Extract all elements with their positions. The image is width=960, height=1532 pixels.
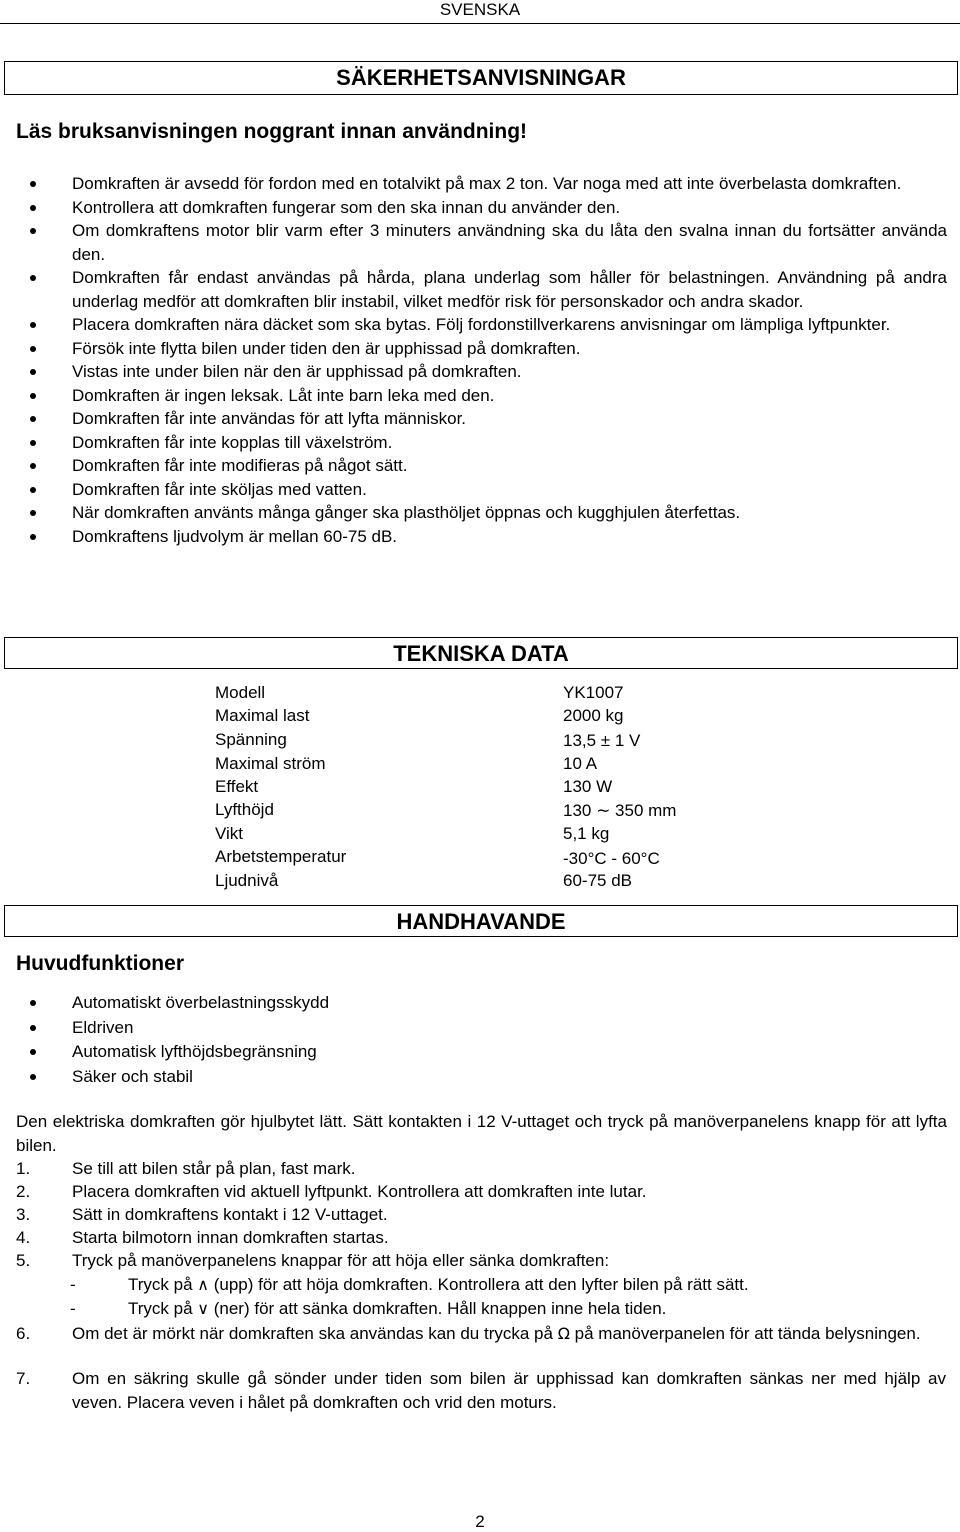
spec-value: 10 A [563, 754, 598, 773]
spec-value: 5,1 kg [563, 824, 610, 843]
step-number: 3. [16, 1205, 31, 1224]
bullet-icon [30, 228, 36, 234]
spec-row [215, 683, 715, 706]
safety-item: Försök inte flytta bilen under tiden den är upphissad på domkraften. [16, 337, 947, 361]
substep-text: Tryck på ∧ (upp) för att höja domkraften. Kontrollera att den lyfter bilen på rätt sätt. [128, 1275, 749, 1294]
tech-title-box [4, 637, 958, 669]
bullet-icon [30, 322, 36, 328]
bullet-icon [30, 463, 36, 469]
step-text: Tryck på manöverpanelens knappar för att höja eller sänka domkraften: [72, 1251, 610, 1270]
bullet-icon [30, 1074, 36, 1080]
page-number: 2 [475, 1512, 485, 1531]
down-arrow-icon: ∨ [197, 1299, 209, 1318]
step-text: Sätt in domkraftens kontakt i 12 V-uttaget. [72, 1205, 388, 1224]
bullet-icon [30, 510, 36, 516]
spec-value: 13,5 ± 1 V [563, 731, 641, 750]
function-item: Automatisk lyfthöjdsbegränsning [16, 1040, 716, 1065]
step-text: Placera domkraften vid aktuell lyftpunkt. Kontrollera att domkraften inte lutar. [72, 1182, 647, 1201]
safety-intro-heading: Läs bruksanvisningen noggrant innan användning! [16, 120, 528, 143]
spec-label: Arbetstemperatur [215, 847, 347, 866]
safety-item: Vistas inte under bilen när den är upphissad på domkraften. [16, 360, 947, 384]
spec-row [215, 800, 715, 823]
step-number: 2. [16, 1182, 31, 1201]
spec-label: Modell [215, 683, 266, 702]
bullet-icon [30, 1025, 36, 1031]
safety-item: Domkraften är avsedd för fordon med en totalvikt på max 2 ton. Var noga med att inte överbelasta domkraften. [16, 172, 947, 196]
bullet-icon [30, 346, 36, 352]
function-item: Eldriven [16, 1016, 716, 1041]
spec-row [215, 730, 715, 753]
spec-row [215, 847, 715, 870]
substep-dash: - [70, 1299, 76, 1318]
safety-item: Domkraften får inte kopplas till växelström. [16, 431, 947, 455]
function-item: Automatiskt överbelastningsskydd [16, 991, 716, 1016]
safety-item: Domkraften får inte sköljas med vatten. [16, 478, 947, 502]
step-number: 6. [16, 1324, 31, 1343]
safety-item: Domkraftens ljudvolym är mellan 60-75 dB. [16, 525, 947, 549]
step-number: 7. [16, 1369, 31, 1388]
handling-intro: Den elektriska domkraften gör hjulbytet lätt. Sätt kontakten i 12 V-uttaget och tryck på manöverpanelens knapp för att lyfta bilen. [16, 1112, 947, 1155]
functions-heading: Huvudfunktioner [16, 952, 184, 975]
tech-title: TEKNISKA DATA [393, 641, 569, 666]
spec-label: Spänning [215, 730, 287, 749]
bullet-icon [30, 181, 36, 187]
step-item [16, 1322, 946, 1370]
step-item [16, 1367, 946, 1415]
spec-value: 60-75 dB [563, 871, 632, 890]
bullet-icon [30, 1000, 36, 1006]
step-number: 1. [16, 1159, 31, 1178]
spec-label: Vikt [215, 824, 244, 843]
spec-row [215, 706, 715, 729]
safety-item: Domkraften får inte modifieras på något sätt. [16, 454, 947, 478]
safety-item: Placera domkraften nära däcket som ska bytas. Följ fordonstillverkarens anvisningar om lämpliga lyftpunkter. [16, 313, 947, 337]
bullet-icon [30, 393, 36, 399]
bullet-icon [30, 275, 36, 281]
light-symbol-icon: Ω [557, 1324, 570, 1343]
substep-text: Tryck på ∨ (ner) för att sänka domkraften. Håll knappen inne hela tiden. [128, 1299, 667, 1318]
spec-value: 130 ∼ 350 mm [563, 801, 677, 820]
safety-title: SÄKERHETSANVISNINGAR [336, 65, 626, 90]
spec-row [215, 824, 715, 847]
spec-value: -30°C - 60°C [563, 849, 660, 868]
handling-title: HANDHAVANDE [396, 909, 566, 934]
safety-list [16, 172, 947, 548]
step-text: Starta bilmotorn innan domkraften startas. [72, 1228, 389, 1247]
spec-label: Lyfthöjd [215, 800, 274, 819]
safety-item: När domkraften använts många gånger ska plasthöljet öppnas och kugghjulen återfettas. [16, 501, 947, 525]
up-arrow-icon: ∧ [197, 1275, 209, 1294]
spec-value: YK1007 [563, 683, 624, 702]
bullet-icon [30, 534, 36, 540]
bullet-icon [30, 416, 36, 422]
step-number: 5. [16, 1251, 31, 1270]
functions-list [16, 991, 716, 1089]
step-number: 4. [16, 1228, 31, 1247]
substep-dash: - [70, 1275, 76, 1294]
handling-title-box [4, 905, 958, 937]
safety-item: Domkraften är ingen leksak. Låt inte barn leka med den. [16, 384, 947, 408]
safety-item: Domkraften får endast användas på hårda, plana underlag som håller för belastningen. Användning på andra underlag medför att domkraften blir instabil, vilket medför risk för personskador och andra skador. [16, 266, 947, 313]
bullet-icon [30, 205, 36, 211]
safety-item: Om domkraftens motor blir varm efter 3 minuters användning ska du låta den svalna innan du fortsätter använda den. [16, 219, 947, 266]
step-text: Om det är mörkt när domkraften ska användas kan du trycka på Ω på manöverpanelen för att tända belysningen. [72, 1324, 921, 1343]
step-text: Se till att bilen står på plan, fast mark. [72, 1159, 356, 1178]
bullet-icon [30, 487, 36, 493]
spec-value: 130 W [563, 777, 613, 796]
spec-label: Ljudnivå [215, 871, 279, 890]
bullet-icon [30, 440, 36, 446]
safety-item: Kontrollera att domkraften fungerar som den ska innan du använder den. [16, 196, 947, 220]
spec-label: Maximal ström [215, 754, 326, 773]
safety-title-box [4, 61, 958, 95]
spec-label: Maximal last [215, 706, 310, 725]
function-item: Säker och stabil [16, 1065, 716, 1090]
spec-row [215, 754, 715, 777]
spec-row [215, 871, 715, 894]
bullet-icon [30, 369, 36, 375]
document-language-label: SVENSKA [439, 0, 521, 19]
spec-value: 2000 kg [563, 706, 624, 725]
step-text: Om en säkring skulle gå sönder under tiden som bilen är upphissad kan domkraften sänkas ner med hjälp av veven. Placera veven i hålet på domkraften och vrid den moturs. [72, 1369, 946, 1412]
header-divider [0, 23, 960, 24]
safety-item: Domkraften får inte användas för att lyfta människor. [16, 407, 947, 431]
spec-label: Effekt [215, 777, 259, 796]
spec-row [215, 777, 715, 800]
bullet-icon [30, 1049, 36, 1055]
